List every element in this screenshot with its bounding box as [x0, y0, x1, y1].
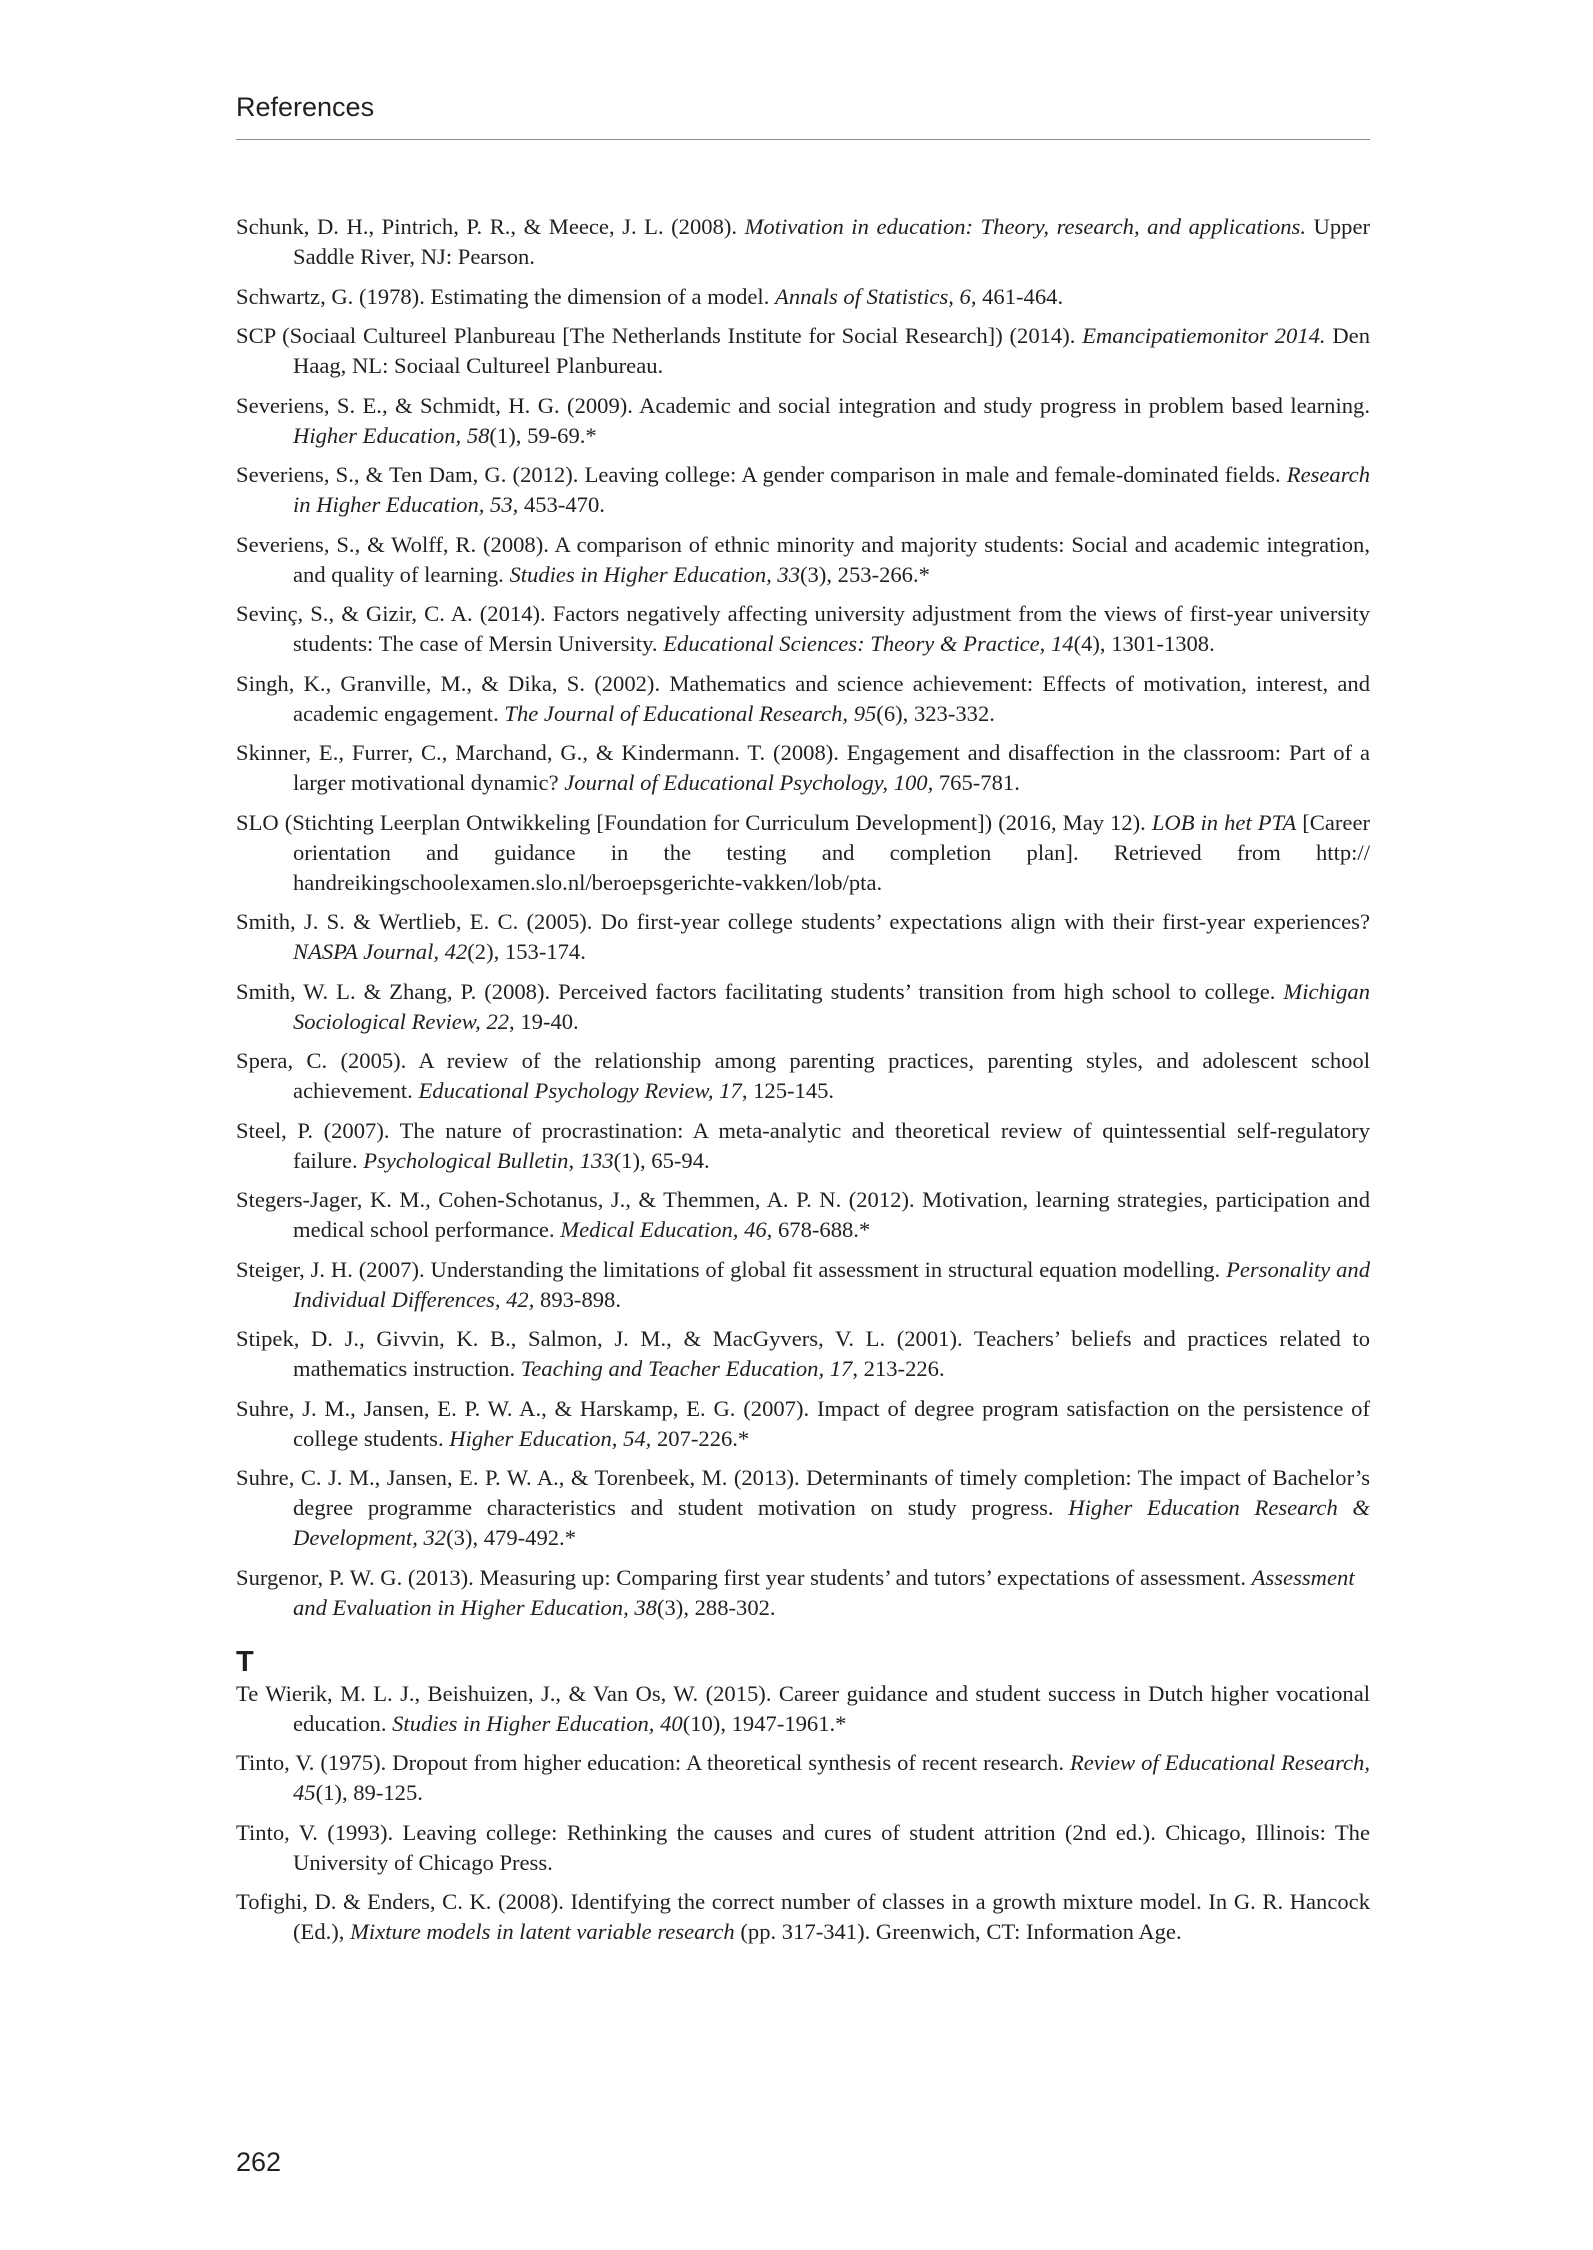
reference-text: Smith, W. L. & Zhang, P. (2008). Perceived factors facilitating students’ transition from high school to college.	[236, 978, 1284, 1004]
reference-source: Annals of Statistics, 6,	[775, 283, 977, 309]
reference-source: Higher Education, 58	[293, 422, 490, 448]
reference-entry	[236, 1463, 1370, 1553]
reference-source: Michigan Sociological Review, 22	[293, 978, 1370, 1034]
reference-entry	[236, 1185, 1370, 1245]
reference-text: Skinner, E., Furrer, C., Marchand, G., & Kindermann. T. (2008). Engagement and disaffection in the classroom: Part of a larger motivational dynamic?	[236, 740, 1370, 795]
reference-text: Stipek, D. J., Givvin, K. B., Salmon, J. M., & MacGyvers, V. L. (2001). Teachers’ beliefs and practices related to mathematics instruction.	[236, 1326, 1370, 1381]
reference-entry	[236, 321, 1370, 381]
reference-source: Motivation in education: Theory, research, and applications.	[744, 214, 1306, 239]
reference-text: Severiens, S. E., & Schmidt, H. G. (2009). Academic and social integration and study progress in problem based learning.	[236, 392, 1370, 418]
reference-text: Suhre, C. J. M., Jansen, E. P. W. A., & Torenbeek, M. (2013). Determinants of timely completion: The impact of Bachelor’s degree programme characteristics and student motivation on study progress.	[236, 1465, 1370, 1520]
reference-tail: (pp. 317-341). Greenwich, CT: Information Age.	[734, 1919, 1182, 1944]
reference-entry	[236, 1116, 1370, 1176]
reference-tail: (2), 153-174.	[467, 939, 586, 964]
reference-text: Tinto, V. (1975). Dropout from higher education: A theoretical synthesis of recent research.	[236, 1750, 1070, 1775]
reference-entry	[236, 907, 1370, 967]
reference-source: LOB in het PTA	[1151, 809, 1297, 835]
reference-tail: (4), 1301-1308.	[1073, 631, 1215, 656]
reference-entry	[236, 1324, 1370, 1384]
reference-text: Smith, J. S. & Wertlieb, E. C. (2005). Do first-year college students’ expectations align with their first-year experiences?	[236, 909, 1370, 934]
reference-source: Educational Sciences: Theory & Practice, 14	[663, 631, 1074, 656]
reference-tail: 765-781.	[933, 770, 1020, 795]
reference-source: Studies in Higher Education, 40	[392, 1710, 683, 1736]
reference-tail: 207-226.*	[651, 1425, 750, 1451]
reference-text: Tinto, V. (1993). Leaving college: Rethinking the causes and cures of student attrition (2nd ed.). Chicago, Illinois: The University of Chicago Press.	[236, 1819, 1370, 1875]
reference-text: Steiger, J. H. (2007). Understanding the limitations of global fit assessment in structural equation modelling.	[236, 1256, 1227, 1282]
reference-text: Suhre, J. M., Jansen, E. P. W. A., & Harskamp, E. G. (2007). Impact of degree program satisfaction on the persistence of college students.	[236, 1395, 1370, 1451]
reference-source: Review of Educational Research, 45	[293, 1750, 1370, 1805]
reference-source: Emancipatiemonitor 2014.	[1082, 323, 1326, 348]
reference-tail: (10), 1947-1961.*	[682, 1710, 847, 1736]
reference-tail: 461-464.	[976, 283, 1064, 309]
reference-tail: , 213-226.	[852, 1356, 945, 1381]
references-s-section	[236, 212, 1370, 1623]
reference-text: Steel, P. (2007). The nature of procrastination: A meta-analytic and theoretical review of quintessential self-regulatory failure.	[236, 1117, 1370, 1173]
section-letter-t: T	[236, 1645, 254, 1678]
reference-tail: (3), 479-492.*	[446, 1525, 576, 1550]
reference-entry	[236, 1563, 1370, 1623]
reference-source: NASPA Journal, 42	[293, 939, 468, 964]
reference-entry	[236, 1818, 1370, 1878]
reference-entry	[236, 282, 1370, 312]
reference-source: Higher Education Research & Development, 32	[293, 1495, 1370, 1550]
reference-entry	[236, 669, 1370, 729]
reference-entry	[236, 977, 1370, 1037]
reference-tail: (1), 59-69.*	[489, 422, 597, 448]
reference-tail: (3), 253-266.*	[800, 561, 930, 587]
reference-text: Tofighi, D. & Enders, C. K. (2008). Identifying the correct number of classes in a growth mixture model. In G. R. Hancock (Ed.),	[236, 1889, 1370, 1944]
reference-entry	[236, 808, 1370, 898]
reference-text: Schwartz, G. (1978). Estimating the dimension of a model.	[236, 283, 776, 309]
reference-tail: Den Haag, NL: Sociaal Cultureel Planbureau.	[293, 323, 1370, 378]
reference-tail: 453-470.	[518, 492, 605, 517]
reference-text: Surgenor, P. W. G. (2013). Measuring up: Comparing first year students’ and tutors’ expectations of assessment.	[236, 1564, 1252, 1590]
reference-entry	[236, 391, 1370, 451]
reference-source: Medical Education, 46,	[560, 1217, 773, 1242]
reference-entry	[236, 1046, 1370, 1106]
reference-source: Teaching and Teacher Education, 17	[520, 1356, 853, 1381]
reference-tail: (3), 288-302.	[656, 1594, 776, 1620]
reference-text: Stegers-Jager, K. M., Cohen-Schotanus, J., & Themmen, A. P. N. (2012). Motivation, learning strategies, participation and medical school performance.	[236, 1187, 1370, 1242]
reference-entry	[236, 1887, 1370, 1947]
references-t-section	[236, 1679, 1370, 1948]
reference-source: Assessment and Evaluation in Higher Education, 38	[293, 1564, 1355, 1620]
reference-entry	[236, 738, 1370, 798]
reference-tail: , 125-145.	[741, 1078, 835, 1103]
header-divider	[236, 139, 1370, 140]
reference-source: Higher Education, 54,	[449, 1425, 652, 1451]
reference-source: Personality and Individual Differences, 42,	[293, 1256, 1370, 1312]
reference-entry	[236, 212, 1370, 272]
reference-source: Mixture models in latent variable research	[350, 1919, 735, 1944]
reference-tail: (1), 89-125.	[315, 1780, 423, 1805]
reference-entry	[236, 599, 1370, 659]
reference-entry	[236, 530, 1370, 590]
reference-text: Te Wierik, M. L. J., Beishuizen, J., & Van Os, W. (2015). Career guidance and student success in Dutch higher vocational education.	[236, 1680, 1370, 1736]
reference-tail: 893-898.	[534, 1286, 621, 1312]
reference-tail: (1), 65-94.	[613, 1147, 710, 1173]
reference-tail: [Career orientation and guidance in the testing and completion plan]. Retrieved from http:// handreikingschoolexamen.slo.nl/beroepsgerichte-vakken/lob/pta.	[293, 809, 1370, 895]
page-number: 262	[236, 2147, 282, 2177]
reference-text: Schunk, D. H., Pintrich, P. R., & Meece, J. L. (2008).	[236, 214, 745, 239]
reference-text: Sevinç, S., & Gizir, C. A. (2014). Factors negatively affecting university adjustment from the views of first-year university students: The case of Mersin University.	[236, 601, 1370, 656]
reference-entry	[236, 1748, 1370, 1808]
reference-text: SLO (Stichting Leerplan Ontwikkeling [Foundation for Curriculum Development]) (2016, May 12).	[236, 809, 1152, 835]
reference-tail: 678-688.*	[772, 1217, 871, 1242]
reference-source: Journal of Educational Psychology, 100,	[564, 770, 934, 795]
reference-text: Severiens, S., & Wolff, R. (2008). A comparison of ethnic minority and majority students: Social and academic integration, and quality of learning.	[236, 531, 1370, 587]
reference-list	[236, 212, 1370, 1957]
running-head: References	[236, 92, 375, 122]
reference-entry	[236, 1394, 1370, 1454]
reference-entry	[236, 460, 1370, 520]
reference-text: SCP (Sociaal Cultureel Planbureau [The Netherlands Institute for Social Research]) (2014).	[236, 323, 1083, 348]
reference-text: Severiens, S., & Ten Dam, G. (2012). Leaving college: A gender comparison in male and female-dominated fields.	[236, 462, 1287, 487]
reference-source: Educational Psychology Review, 17	[418, 1078, 742, 1103]
reference-source: The Journal of Educational Research, 95	[504, 700, 877, 726]
reference-entry	[236, 1255, 1370, 1315]
reference-source: Research in Higher Education, 53,	[293, 462, 1370, 517]
reference-source: Studies in Higher Education, 33	[509, 561, 801, 587]
reference-tail: (6), 323-332.	[876, 700, 995, 726]
reference-entry	[236, 1679, 1370, 1739]
reference-text: Spera, C. (2005). A review of the relationship among parenting practices, parenting styles, and adolescent school achievement.	[236, 1048, 1370, 1103]
reference-tail: , 19-40.	[509, 1008, 579, 1034]
reference-source: Psychological Bulletin, 133	[363, 1147, 614, 1173]
reference-text: Singh, K., Granville, M., & Dika, S. (2002). Mathematics and science achievement: Effects of motivation, interest, and academic engagement.	[236, 670, 1370, 726]
reference-tail: Upper Saddle River, NJ: Pearson.	[293, 214, 1371, 269]
